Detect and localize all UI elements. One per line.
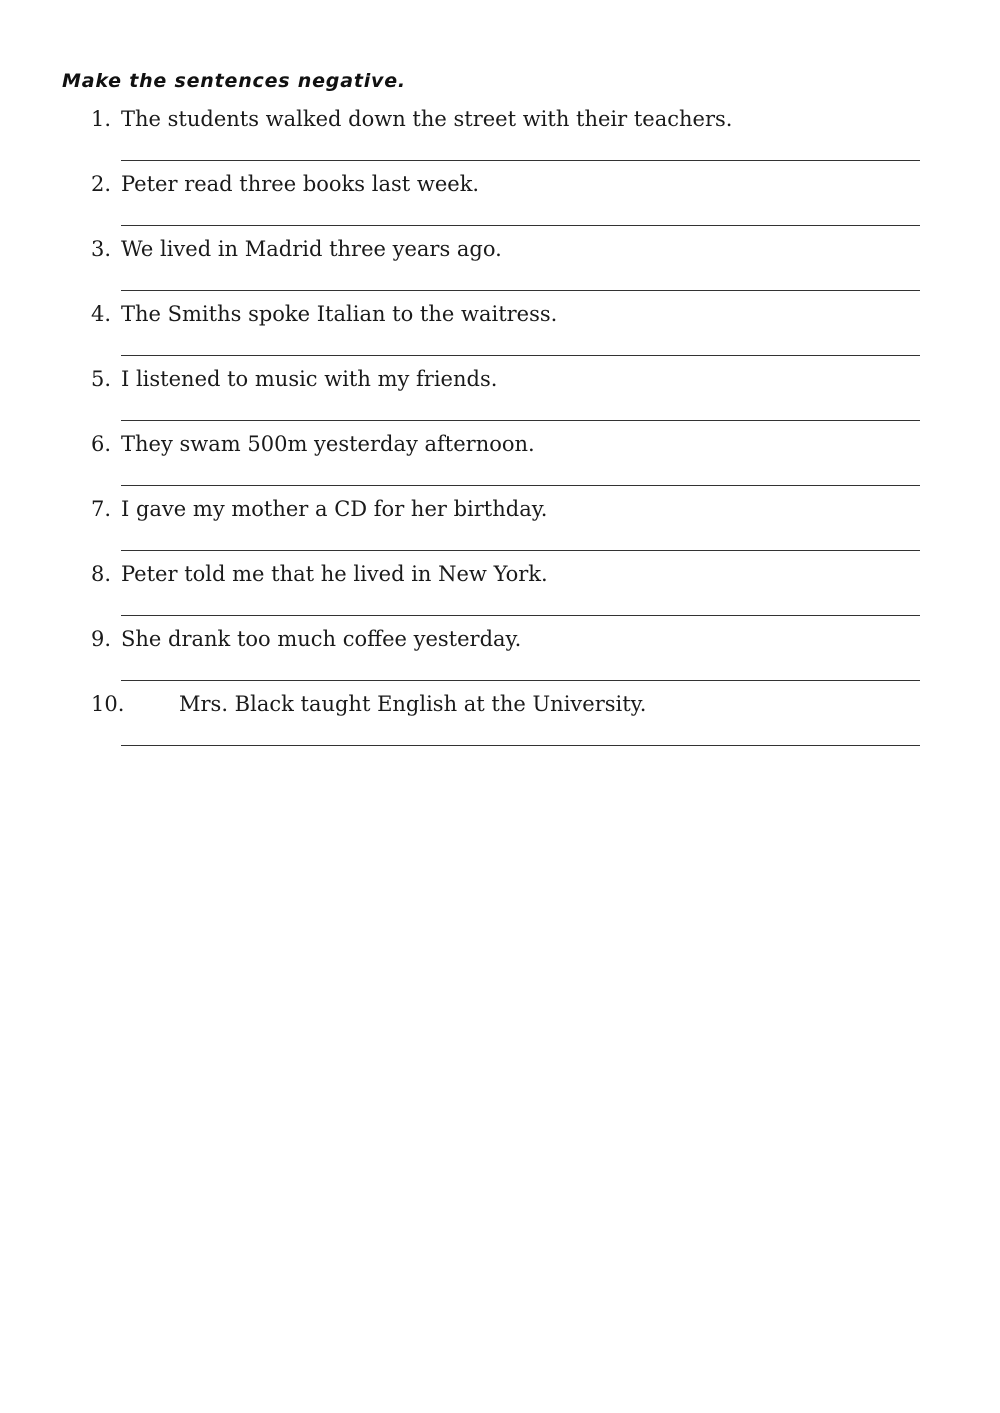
exercise-item-10	[0, 691, 1000, 756]
item-sentence: Peter told me that he lived in New York.	[121, 562, 548, 586]
exercise-item-9	[0, 626, 1000, 691]
item-sentence: I listened to music with my friends.	[121, 367, 498, 391]
answer-line[interactable]	[121, 680, 920, 681]
item-sentence: She drank too much coffee yesterday.	[121, 627, 522, 651]
item-sentence: I gave my mother a CD for her birthday.	[121, 497, 548, 521]
answer-line[interactable]	[121, 290, 920, 291]
item-number: 9.	[91, 627, 112, 651]
item-number: 3.	[91, 237, 112, 261]
item-sentence: The Smiths spoke Italian to the waitress.	[121, 302, 558, 326]
answer-line[interactable]	[121, 355, 920, 356]
exercise-item-1	[0, 106, 1000, 171]
item-sentence: The students walked down the street with their teachers.	[121, 107, 733, 131]
item-sentence: We lived in Madrid three years ago.	[121, 237, 502, 261]
item-number: 5.	[91, 367, 112, 391]
answer-line[interactable]	[121, 550, 920, 551]
item-number: 2.	[91, 172, 112, 196]
answer-line[interactable]	[121, 485, 920, 486]
item-sentence: Peter read three books last week.	[121, 172, 480, 196]
answer-line[interactable]	[121, 225, 920, 226]
item-sentence: They swam 500m yesterday afternoon.	[121, 432, 535, 456]
exercise-item-4	[0, 301, 1000, 366]
exercise-item-8	[0, 561, 1000, 626]
item-sentence: Mrs. Black taught English at the University.	[179, 692, 647, 716]
item-number: 6.	[91, 432, 112, 456]
item-number: 10.	[91, 692, 125, 716]
item-number: 4.	[91, 302, 112, 326]
exercise-item-5	[0, 366, 1000, 431]
item-number: 1.	[91, 107, 112, 131]
answer-line[interactable]	[121, 420, 920, 421]
answer-line[interactable]	[121, 615, 920, 616]
exercise-item-2	[0, 171, 1000, 236]
answer-line[interactable]	[121, 160, 920, 161]
answer-line[interactable]	[121, 745, 920, 746]
exercise-item-6	[0, 431, 1000, 496]
exercise-item-7	[0, 496, 1000, 561]
item-number: 7.	[91, 497, 112, 521]
exercise-item-3	[0, 236, 1000, 301]
instruction-heading: Make the sentences negative.	[62, 70, 406, 92]
item-number: 8.	[91, 562, 112, 586]
